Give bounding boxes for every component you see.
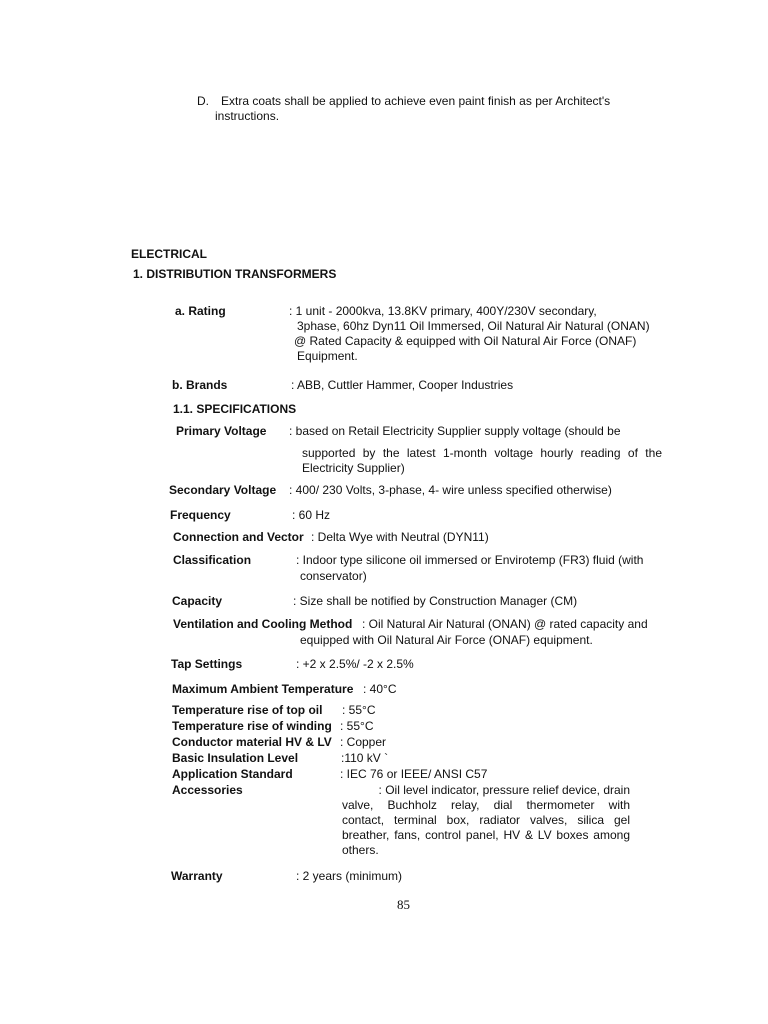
specifications-heading: 1.1. SPECIFICATIONS xyxy=(173,402,297,416)
tap-settings-label: Tap Settings xyxy=(171,657,243,671)
ventilation-line-1: : Oil Natural Air Natural (ONAN) @ rated capacity and xyxy=(362,617,648,631)
accessories-line-4: breather, fans, control panel, HV & LV boxes among xyxy=(342,828,630,842)
conductor-value: : Copper xyxy=(340,735,387,749)
temp-rise-oil-value: : 55°C xyxy=(342,703,376,717)
accessories-line-1: : Oil level indicator, pressure relief device, drain xyxy=(378,783,630,797)
page-number: 85 xyxy=(397,897,410,912)
frequency-value: : 60 Hz xyxy=(292,508,331,522)
rating-line-3: @ Rated Capacity & equipped with Oil Natural Air Force (ONAF) xyxy=(294,334,637,348)
tap-settings-value: : +2 x 2.5%/ -2 x 2.5% xyxy=(296,657,414,671)
rating-label: a. Rating xyxy=(175,304,226,318)
secondary-voltage-value: : 400/ 230 Volts, 3-phase, 4- wire unless specified otherwise) xyxy=(289,483,612,497)
secondary-voltage-label: Secondary Voltage xyxy=(169,483,277,497)
temp-rise-winding-label: Temperature rise of winding xyxy=(172,719,332,733)
accessories-line-2: valve, Buchholz relay, dial thermometer with xyxy=(342,798,630,812)
section-subheading: 1. DISTRIBUTION TRANSFORMERS xyxy=(133,267,337,281)
connection-label: Connection and Vector xyxy=(173,530,304,544)
application-value: : IEC 76 or IEEE/ ANSI C57 xyxy=(340,767,488,781)
application-label: Application Standard xyxy=(172,767,293,781)
brands-value: : ABB, Cuttler Hammer, Cooper Industries xyxy=(291,378,514,392)
bil-value: :110 kV ` xyxy=(341,751,389,765)
temp-rise-winding-value: : 55°C xyxy=(340,719,374,733)
intro-line-1: Extra coats shall be applied to achieve even paint finish as per Architect's xyxy=(221,94,611,108)
primary-voltage-label: Primary Voltage xyxy=(176,424,267,438)
rating-line-4: Equipment. xyxy=(297,349,358,363)
accessories-line-5: others. xyxy=(342,843,379,857)
ventilation-line-2: equipped with Oil Natural Air Force (ONAF) equipment. xyxy=(300,633,593,647)
rating-line-1: : 1 unit - 2000kva, 13.8KV primary, 400Y/230V secondary, xyxy=(289,304,597,318)
warranty-label: Warranty xyxy=(171,869,223,883)
section-heading: ELECTRICAL xyxy=(131,247,207,261)
intro-letter: D. xyxy=(197,94,209,108)
temp-rise-oil-label: Temperature rise of top oil xyxy=(172,703,323,717)
capacity-label: Capacity xyxy=(172,594,223,608)
classification-line-2: conservator) xyxy=(300,569,367,583)
intro-line-2: instructions. xyxy=(215,109,280,123)
max-ambient-label: Maximum Ambient Temperature xyxy=(172,682,354,696)
connection-value: : Delta Wye with Neutral (DYN11) xyxy=(311,530,489,544)
rating-line-2: 3phase, 60hz Dyn11 Oil Immersed, Oil Natural Air Natural (ONAN) xyxy=(297,319,650,333)
accessories-label: Accessories xyxy=(172,783,243,797)
primary-voltage-line-2: supported by the latest 1-month voltage hourly reading of the xyxy=(302,446,662,460)
warranty-value: : 2 years (minimum) xyxy=(296,869,403,883)
accessories-line-3: contact, terminal box, radiator valves, silica gel xyxy=(342,813,630,827)
ventilation-label: Ventilation and Cooling Method xyxy=(173,617,353,631)
classification-label: Classification xyxy=(173,553,252,567)
primary-voltage-line-3: Electricity Supplier) xyxy=(302,461,405,475)
max-ambient-value: : 40°C xyxy=(363,682,397,696)
classification-line-1: : Indoor type silicone oil immersed or Envirotemp (FR3) fluid (with xyxy=(296,553,644,567)
primary-voltage-line-1: : based on Retail Electricity Supplier supply voltage (should be xyxy=(289,424,621,438)
brands-label: b. Brands xyxy=(172,378,228,392)
accessories-text xyxy=(342,783,630,858)
capacity-value: : Size shall be notified by Construction Manager (CM) xyxy=(293,594,578,608)
bil-label: Basic Insulation Level xyxy=(172,751,299,765)
conductor-label: Conductor material HV & LV xyxy=(172,735,332,749)
frequency-label: Frequency xyxy=(170,508,231,522)
